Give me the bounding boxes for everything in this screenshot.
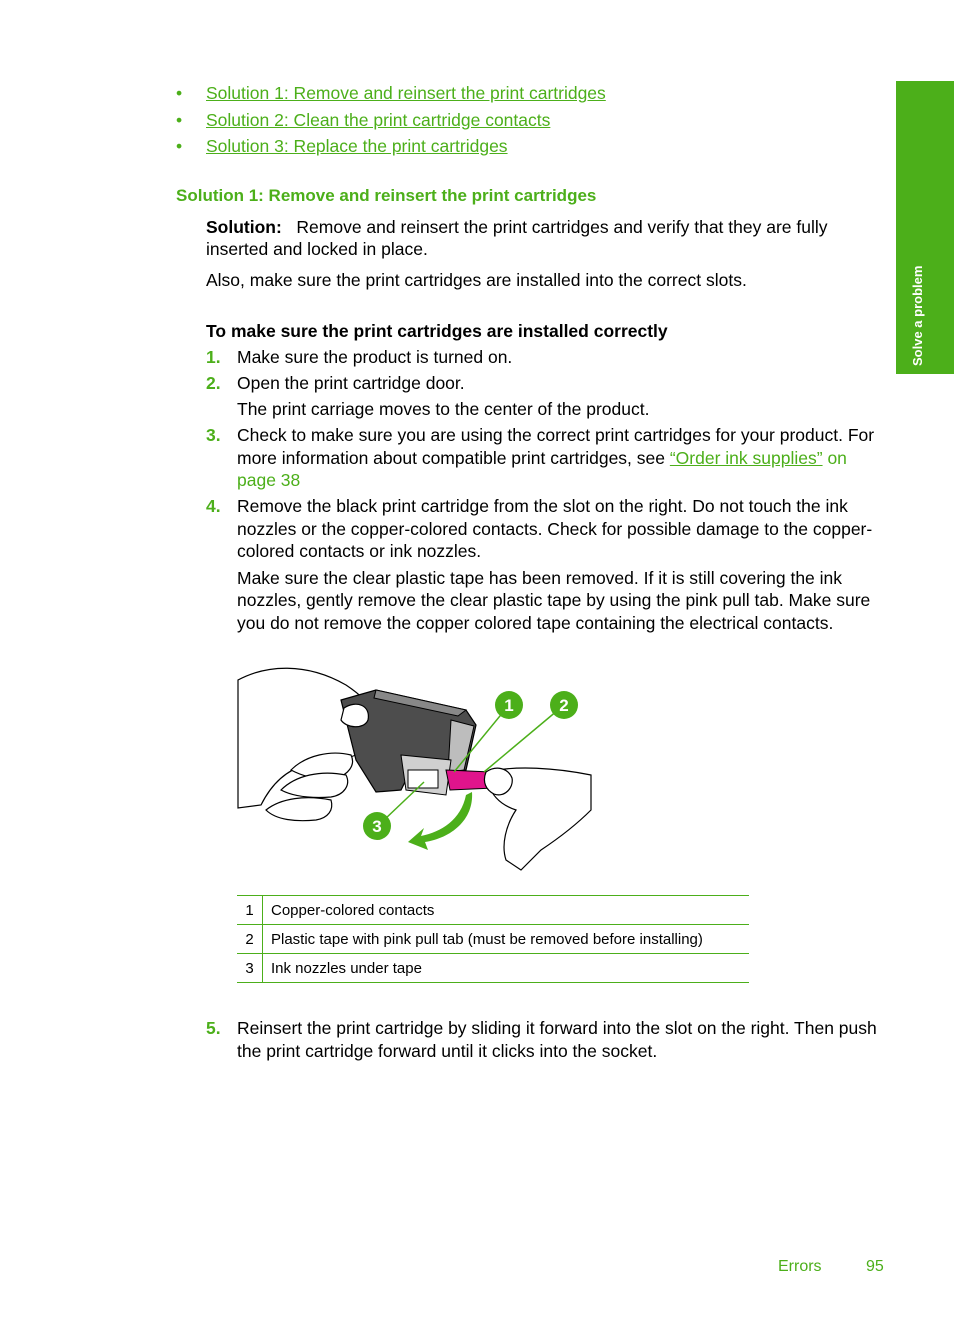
bullet-icon: •: [176, 136, 183, 156]
page-number: 95: [866, 1258, 884, 1275]
right-hand-icon: [484, 768, 591, 870]
step-text: Remove the black print cartridge from the slot on the right. Do not touch the ink nozzles or the copper-colored contacts. Check for possible damage to the copper-colored contacts or ink nozzles.: [237, 496, 873, 561]
list-item: [176, 108, 876, 135]
link-solution-3[interactable]: Solution 3: Replace the print cartridges: [206, 136, 508, 156]
cartridge-icon: [341, 690, 494, 795]
callout-2-label: 2: [559, 696, 569, 715]
solutions-list: [176, 81, 876, 161]
solution-text: Remove and reinsert the print cartridges and verify that they are fully inserted and locked in place.: [206, 217, 828, 259]
step-text: Open the print cartridge door.: [237, 373, 465, 393]
table-row: [237, 954, 749, 983]
procedure-heading: To make sure the print cartridges are installed correctly: [206, 321, 668, 341]
solution-paragraph: [206, 216, 876, 260]
table-row: [237, 896, 749, 925]
step-3: [206, 424, 886, 495]
step-2: [206, 372, 886, 424]
step-note: Make sure the clear plastic tape has been removed. If it is still covering the ink nozzles, gently remove the clear plastic tape by using the pink pull tab. Make sure you do not remove the copper colored tape containing the electrical contacts.: [237, 567, 871, 633]
callout-1-label: 1: [504, 696, 514, 715]
legend-number: 3: [237, 954, 263, 983]
cartridge-illustration: [236, 660, 596, 875]
side-tab-label: Solve a problem: [910, 265, 925, 366]
step-number: 3.: [206, 425, 221, 445]
curved-arrow-icon: [408, 792, 472, 850]
legend-number: 1: [237, 896, 263, 925]
step-text: Reinsert the print cartridge by sliding it forward into the slot on the right. Then push the print cartridge forward until it clicks into the socket.: [237, 1018, 877, 1061]
bullet-icon: •: [176, 109, 183, 130]
step-note: The print carriage moves to the center of the product.: [237, 398, 650, 419]
page-reference: on page 38: [237, 447, 847, 490]
step-text: Check to make sure you are using the correct print cartridges for your product. For more information about compatible print cartridges, see: [237, 425, 875, 468]
step-5: [206, 1017, 886, 1062]
legend-text: Plastic tape with pink pull tab (must be removed before installing): [263, 925, 750, 954]
legend-text: Ink nozzles under tape: [263, 954, 750, 983]
solution-label: Solution:: [206, 217, 282, 237]
step-4: [206, 495, 886, 634]
list-item: [176, 81, 876, 108]
figure-legend-table: [237, 895, 749, 983]
section-heading: Solution 1: Remove and reinsert the print cartridges: [176, 186, 597, 205]
link-solution-1[interactable]: Solution 1: Remove and reinsert the print cartridges: [206, 83, 606, 103]
step-1: [206, 346, 886, 372]
step-number: 4.: [206, 496, 221, 516]
link-order-ink-supplies[interactable]: “Order ink supplies”: [669, 447, 823, 468]
footer-section: Errors: [778, 1258, 822, 1275]
legend-text: Copper-colored contacts: [263, 896, 750, 925]
bullet-icon: •: [176, 83, 183, 103]
step-number: 5.: [206, 1018, 221, 1038]
step-number: 1.: [206, 347, 221, 367]
also-paragraph: Also, make sure the print cartridges are installed into the correct slots.: [206, 270, 747, 290]
table-row: [237, 925, 749, 954]
steps-list: [206, 346, 886, 634]
list-item: [176, 134, 876, 161]
side-tab: [896, 81, 954, 374]
legend-number: 2: [237, 925, 263, 954]
link-solution-2[interactable]: Solution 2: Clean the print cartridge contacts: [206, 109, 551, 130]
step-text: Make sure the product is turned on.: [237, 347, 513, 367]
callout-3-label: 3: [372, 817, 382, 836]
step-number: 2.: [206, 373, 221, 393]
